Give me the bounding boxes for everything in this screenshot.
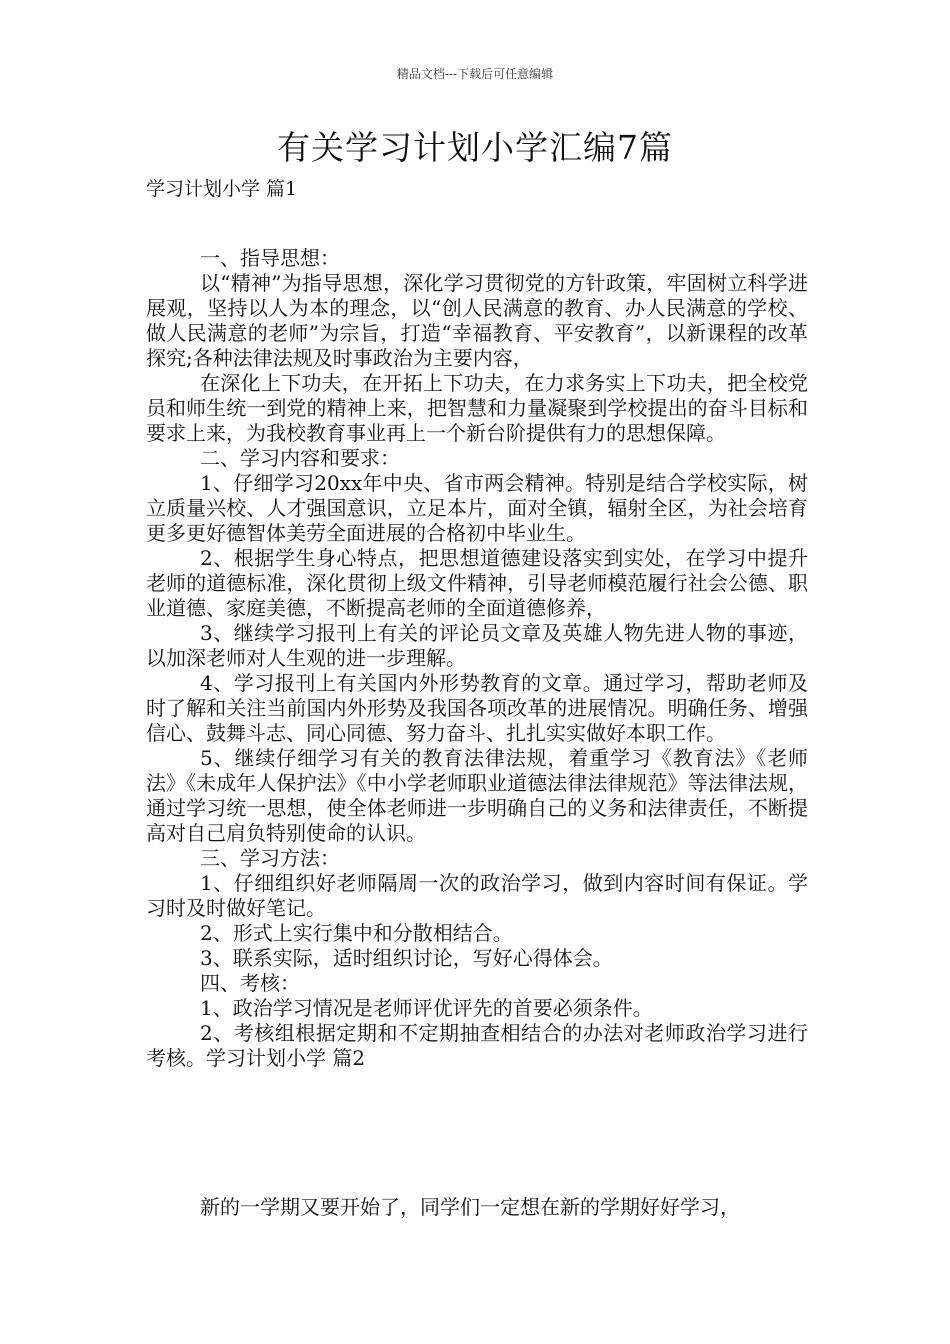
paragraph-heading-guiding-thought: 一、指导思想： bbox=[200, 246, 340, 270]
tail-paragraph: 新的一学期又要开始了，同学们一定想在新的学期好好学习， bbox=[200, 1195, 740, 1219]
paragraph: 3、联系实际，适时组织讨论，写好心得体会。 bbox=[200, 946, 613, 970]
paragraph: 3、继续学习报刊上有关的评论员文章及英雄人物先进人物的事迹，以加深老师对人生观的进一步理解。 bbox=[146, 621, 808, 670]
paragraph: 以“精神”为指导思想，深化学习贯彻党的方针政策，牢固树立科学进展观，坚持以人为本的理念，以“创人民满意的教育、办人民满意的学校、做人民满意的老师”为宗旨，打造“幸福教育、平安教育”，以新课程的改革探究;各种法律法规及时事政治为主要内容， bbox=[146, 271, 808, 370]
paragraph: 1、仔细组织好老师隔周一次的政治学习，做到内容时间有保证。学习时及时做好笔记。 bbox=[146, 871, 808, 920]
paragraph: 2、根据学生身心特点，把思想道德建设落实到实处，在学习中提升老师的道德标准，深化贯彻上级文件精神，引导老师模范履行社会公德、职业道德、家庭美德，不断提高老师的全面道德修养， bbox=[146, 546, 808, 620]
section-subtitle: 学习计划小学 篇1 bbox=[146, 178, 298, 200]
paragraph: 2、形式上实行集中和分散相结合。 bbox=[200, 921, 513, 945]
paragraph: 5、继续仔细学习有关的教育法律法规，着重学习《教育法》《老师法》《未成年人保护法》《中小学老师职业道德法律法律规范》等法律法规，通过学习统一思想，使全体老师进一步明确自己的义务和法律责任，不断提高对自己肩负特别使命的认识。 bbox=[146, 746, 808, 845]
document-title: 有关学习计划小学汇编7篇 bbox=[277, 128, 673, 167]
body-text bbox=[146, 246, 808, 1071]
paragraph: 2、考核组根据定期和不定期抽查相结合的办法对老师政治学习进行考核。学习计划小学 篇2 bbox=[146, 1021, 808, 1070]
paragraph: 1、仔细学习20xx年中央、省市两会精神。特别是结合学校实际，树立质量兴校、人才强国意识，立足本片，面对全镇，辐射全区，为社会培育更多更好德智体美劳全面进展的合格初中毕业生。 bbox=[146, 471, 808, 545]
paragraph-heading-method: 三、学习方法： bbox=[200, 846, 340, 870]
header-note: 精品文档---下载后可任意编辑 bbox=[396, 67, 554, 81]
paragraph: 4、学习报刊上有关国内外形势教育的文章。通过学习，帮助老师及时了解和关注当前国内外形势及我国各项改革的进展情况。明确任务、增强信心、鼓舞斗志、同心同德、努力奋斗、扎扎实实做好本职工作。 bbox=[146, 671, 808, 745]
paragraph-heading-content: 二、学习内容和要求： bbox=[200, 446, 400, 470]
paragraph: 1、政治学习情况是老师评优评先的首要必须条件。 bbox=[200, 996, 653, 1020]
paragraph: 在深化上下功夫，在开拓上下功夫，在力求务实上下功夫，把全校党员和师生统一到党的精神上来，把智慧和力量凝聚到学校提出的奋斗目标和要求上来，为我校教育事业再上一个新台阶提供有力的思想保障。 bbox=[146, 371, 808, 445]
paragraph-heading-assessment: 四、考核： bbox=[200, 971, 300, 995]
